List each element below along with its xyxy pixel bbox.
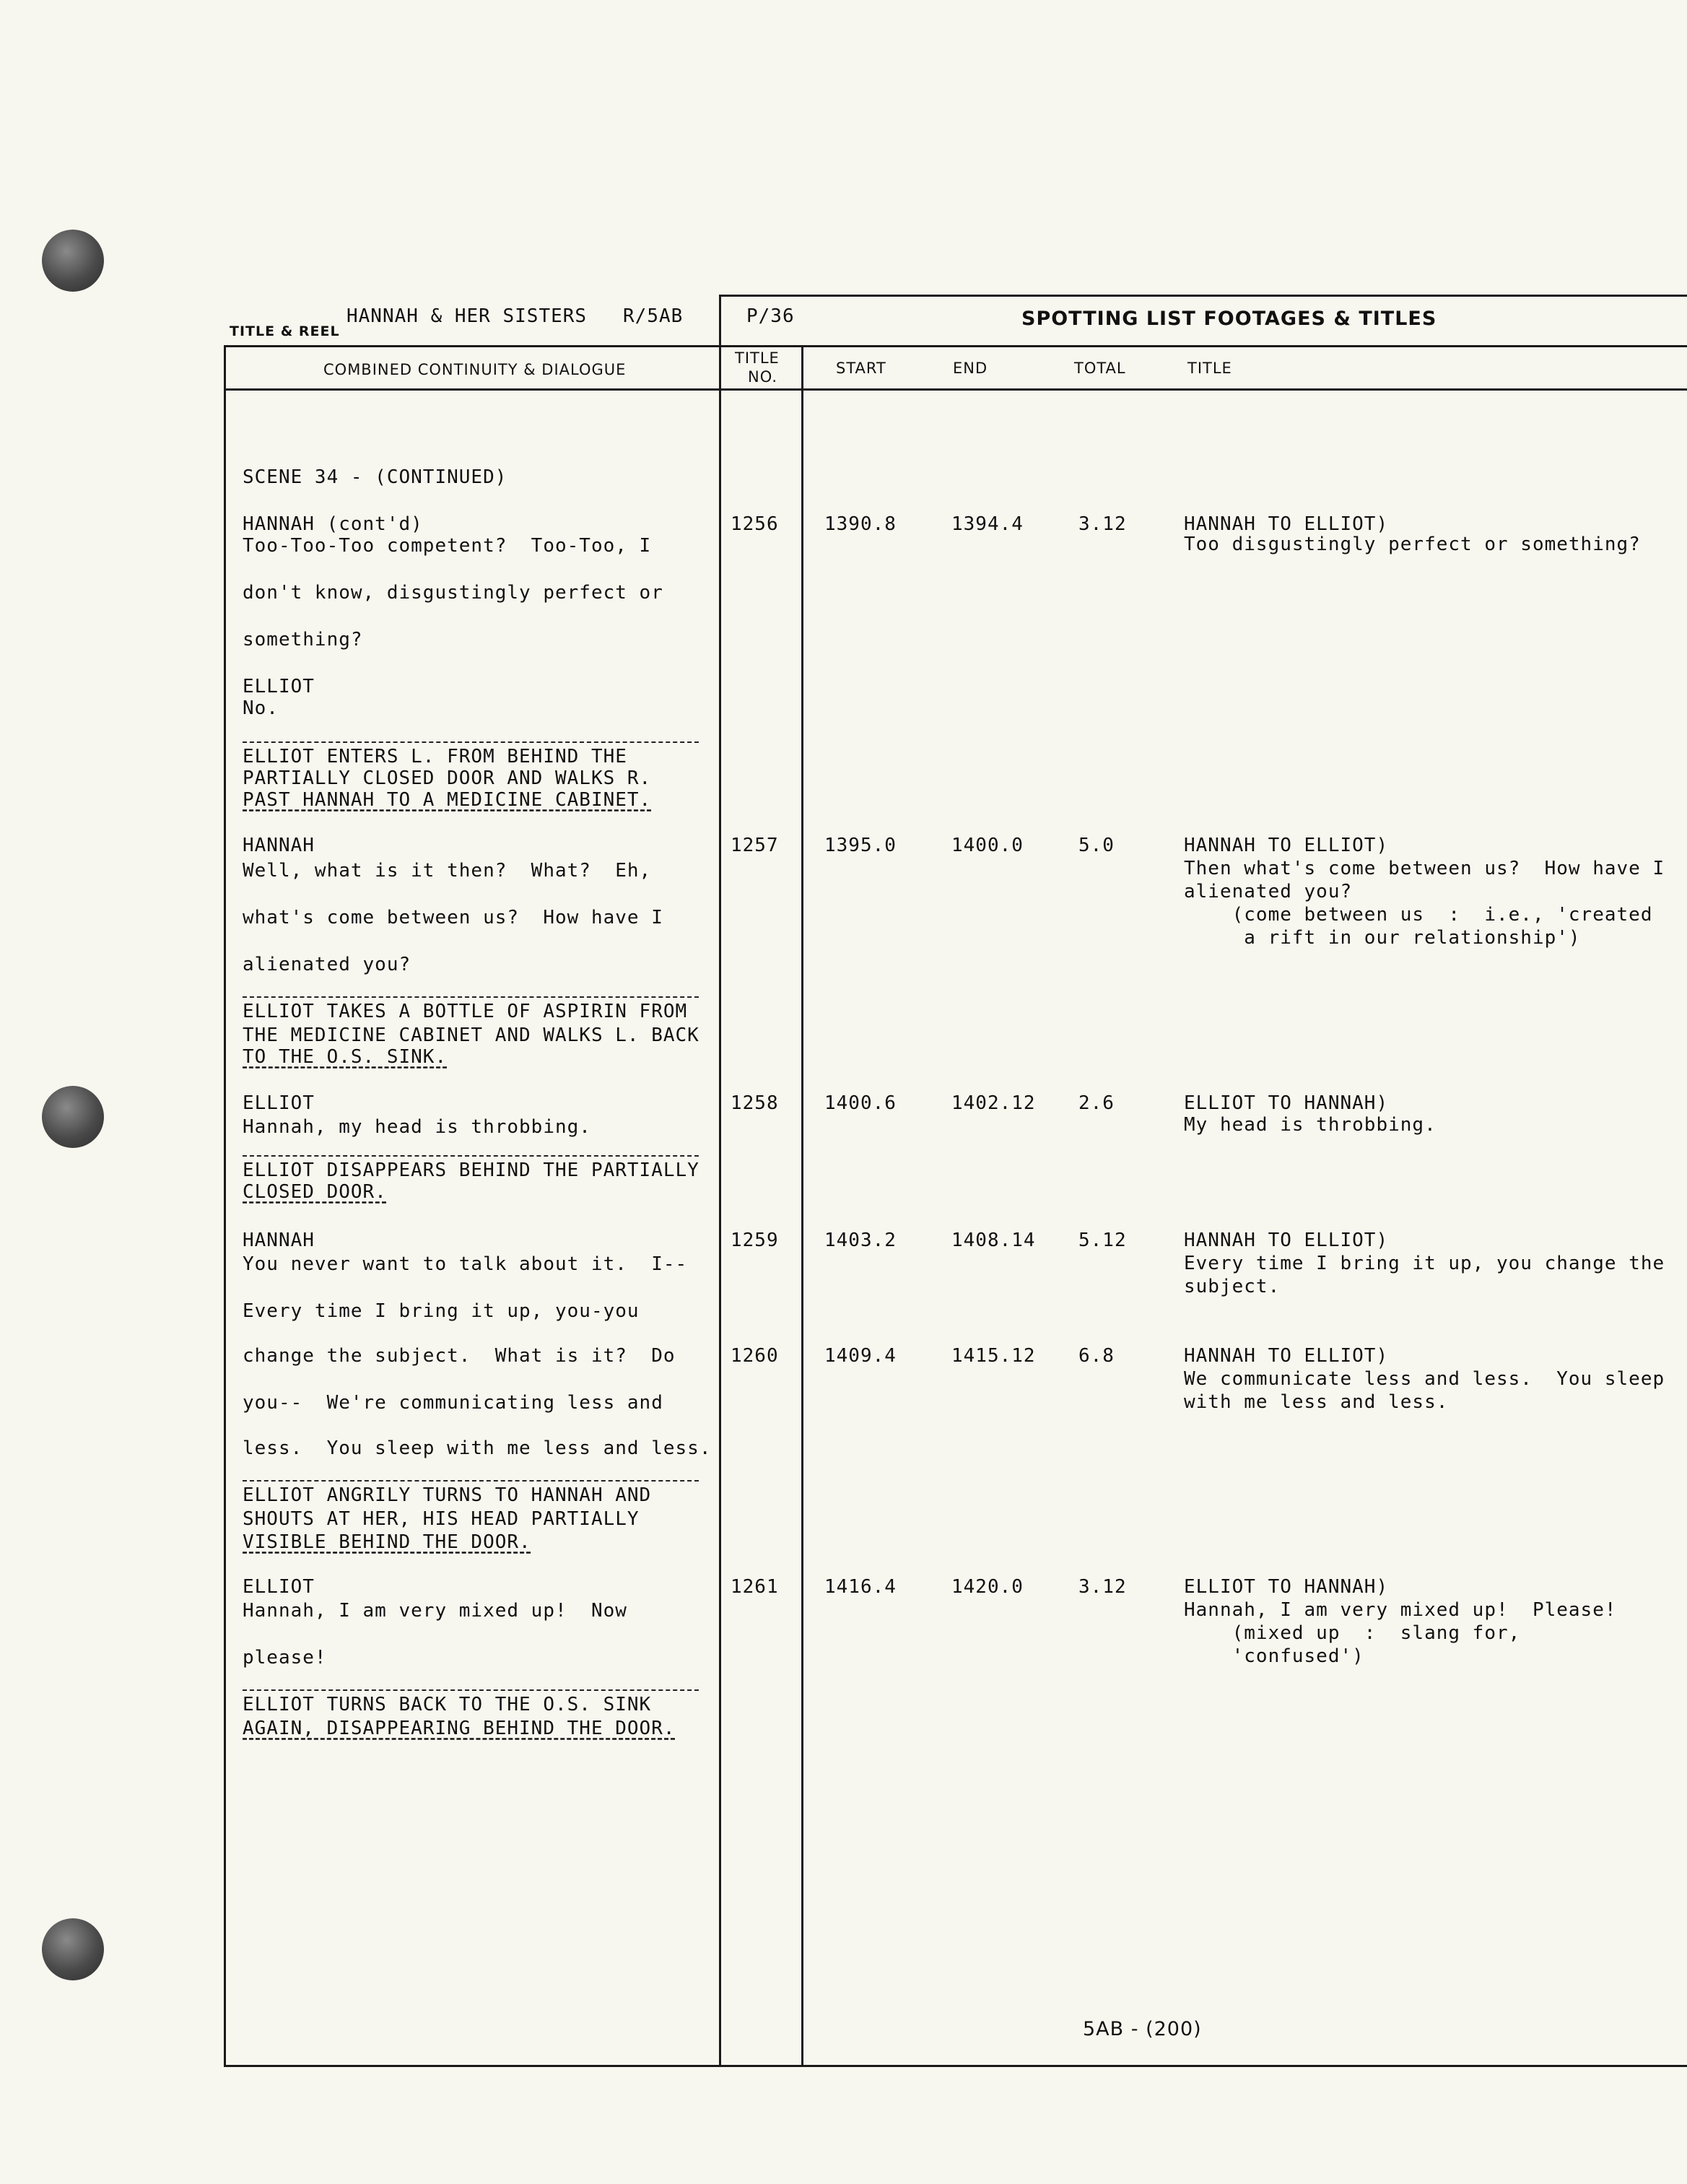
title-text: ELLIOT TO HANNAH) xyxy=(1184,1576,1389,1598)
action-line: ELLIOT ANGRILY TURNS TO HANNAH AND xyxy=(243,1484,652,1506)
speaker-label: ELLIOT xyxy=(243,1092,315,1114)
title-number: 1258 xyxy=(731,1092,779,1114)
title-total: 6.8 xyxy=(1078,1345,1115,1367)
action-line: ELLIOT ENTERS L. FROM BEHIND THE xyxy=(243,746,627,767)
title-number: 1259 xyxy=(731,1230,779,1251)
scene-heading: SCENE 34 - (CONTINUED) xyxy=(243,466,507,488)
title-text: (come between us : i.e., 'created xyxy=(1184,904,1653,926)
title-text: HANNAH TO ELLIOT) xyxy=(1184,1230,1389,1251)
binder-hole-bottom xyxy=(42,1918,104,1980)
page-number: P/36 xyxy=(746,305,795,327)
col-title: TITLE xyxy=(1187,360,1232,377)
title-total: 2.6 xyxy=(1078,1092,1115,1114)
title-text: HANNAH TO ELLIOT) xyxy=(1184,1345,1389,1367)
title-text: Then what's come between us? How have I xyxy=(1184,858,1665,879)
top-border-right xyxy=(719,295,1687,297)
title-text: My head is throbbing. xyxy=(1184,1114,1437,1136)
dialogue-line: Too-Too-Too competent? Too-Too, I xyxy=(243,535,652,557)
title-total: 3.12 xyxy=(1078,1576,1127,1598)
title-end: 1415.12 xyxy=(951,1345,1036,1367)
dialogue-line: No. xyxy=(243,697,279,719)
binder-hole-middle xyxy=(42,1086,104,1148)
title-reel-value: HANNAH & HER SISTERS R/5AB xyxy=(346,305,684,327)
title-total: 3.12 xyxy=(1078,513,1127,535)
speaker-label: HANNAH xyxy=(243,1230,315,1251)
speaker-label: HANNAH xyxy=(243,835,315,856)
title-end: 1400.0 xyxy=(951,835,1024,856)
action-separator xyxy=(243,1155,699,1157)
action-line: VISIBLE BEHIND THE DOOR. xyxy=(243,1531,531,1553)
title-end: 1420.0 xyxy=(951,1576,1024,1598)
title-start: 1409.4 xyxy=(824,1345,897,1367)
action-line: SHOUTS AT HER, HIS HEAD PARTIALLY xyxy=(243,1508,640,1530)
title-total: 5.12 xyxy=(1078,1230,1127,1251)
title-text: ELLIOT TO HANNAH) xyxy=(1184,1092,1389,1114)
speaker-label: ELLIOT xyxy=(243,676,315,697)
action-line: CLOSED DOOR. xyxy=(243,1181,387,1203)
action-line: ELLIOT TURNS BACK TO THE O.S. SINK xyxy=(243,1694,652,1715)
title-total: 5.0 xyxy=(1078,835,1115,856)
dialogue-line: please! xyxy=(243,1647,327,1669)
action-separator xyxy=(243,1480,699,1482)
title-text: HANNAH TO ELLIOT) xyxy=(1184,513,1389,535)
title-number: 1260 xyxy=(731,1345,779,1367)
title-end: 1402.12 xyxy=(951,1092,1036,1114)
title-end: 1408.14 xyxy=(951,1230,1036,1251)
title-text: HANNAH TO ELLIOT) xyxy=(1184,835,1389,856)
title-number: 1257 xyxy=(731,835,779,856)
title-text: We communicate less and less. You sleep xyxy=(1184,1368,1665,1390)
dialogue-line: Well, what is it then? What? Eh, xyxy=(243,860,652,882)
dialogue-line: Every time I bring it up, you-you xyxy=(243,1300,640,1322)
speaker-label: ELLIOT xyxy=(243,1576,315,1598)
dialogue-line: something? xyxy=(243,629,363,651)
left-border xyxy=(224,345,226,2067)
title-start: 1416.4 xyxy=(824,1576,897,1598)
title-start: 1403.2 xyxy=(824,1230,897,1251)
title-text: Too disgustingly perfect or something? xyxy=(1184,534,1641,555)
action-line: PARTIALLY CLOSED DOOR AND WALKS R. xyxy=(243,767,652,789)
title-text: Hannah, I am very mixed up! Please! xyxy=(1184,1599,1617,1621)
action-line: PAST HANNAH TO A MEDICINE CABINET. xyxy=(243,789,652,811)
col-continuity: COMBINED CONTINUITY & DIALOGUE xyxy=(323,361,627,378)
col-title-no-2: NO. xyxy=(748,368,778,386)
title-text: 'confused') xyxy=(1184,1645,1364,1667)
dialogue-line: Hannah, my head is throbbing. xyxy=(243,1116,591,1138)
col-total: TOTAL xyxy=(1074,360,1126,377)
column-header-rule xyxy=(224,388,1687,391)
header-rule xyxy=(224,345,1687,347)
speaker-label: HANNAH (cont'd) xyxy=(243,513,423,535)
title-number: 1256 xyxy=(731,513,779,535)
title-text: (mixed up : slang for, xyxy=(1184,1622,1521,1644)
dialogue-line: You never want to talk about it. I-- xyxy=(243,1253,688,1275)
bottom-border xyxy=(224,2065,1687,2067)
title-end: 1394.4 xyxy=(951,513,1024,535)
title-text: with me less and less. xyxy=(1184,1391,1449,1413)
action-line: TO THE O.S. SINK. xyxy=(243,1046,448,1068)
action-separator xyxy=(243,1689,699,1691)
page-footer: 5AB - (200) xyxy=(1083,2018,1202,2040)
col-end: END xyxy=(953,360,988,377)
title-start: 1395.0 xyxy=(824,835,897,856)
divider-title-no xyxy=(801,345,803,2067)
dialogue-line: what's come between us? How have I xyxy=(243,907,663,928)
action-line: ELLIOT DISAPPEARS BEHIND THE PARTIALLY xyxy=(243,1160,699,1181)
title-text: Every time I bring it up, you change the xyxy=(1184,1253,1665,1274)
dialogue-line: don't know, disgustingly perfect or xyxy=(243,582,663,604)
dialogue-line: you-- We're communicating less and xyxy=(243,1392,663,1414)
action-line: AGAIN, DISAPPEARING BEHIND THE DOOR. xyxy=(243,1718,676,1739)
title-start: 1400.6 xyxy=(824,1092,897,1114)
title-start: 1390.8 xyxy=(824,513,897,535)
col-title-no-1: TITLE xyxy=(735,349,780,367)
action-separator xyxy=(243,996,699,998)
title-text: a rift in our relationship') xyxy=(1184,927,1581,949)
dialogue-line: change the subject. What is it? Do xyxy=(243,1345,676,1367)
title-text: alienated you? xyxy=(1184,881,1353,902)
dialogue-line: Hannah, I am very mixed up! Now xyxy=(243,1600,627,1622)
binder-hole-top xyxy=(42,230,104,292)
title-reel-label: TITLE & REEL xyxy=(230,323,340,339)
dialogue-line: alienated you? xyxy=(243,954,411,975)
divider-continuity xyxy=(719,295,721,2067)
action-line: ELLIOT TAKES A BOTTLE OF ASPIRIN FROM xyxy=(243,1001,688,1022)
action-line: THE MEDICINE CABINET AND WALKS L. BACK xyxy=(243,1024,699,1046)
action-separator xyxy=(243,741,699,743)
dialogue-line: less. You sleep with me less and less. xyxy=(243,1437,712,1459)
spotting-list-title: SPOTTING LIST FOOTAGES & TITLES xyxy=(1021,308,1437,330)
title-number: 1261 xyxy=(731,1576,779,1598)
col-start: START xyxy=(836,360,886,377)
title-text: subject. xyxy=(1184,1276,1281,1297)
